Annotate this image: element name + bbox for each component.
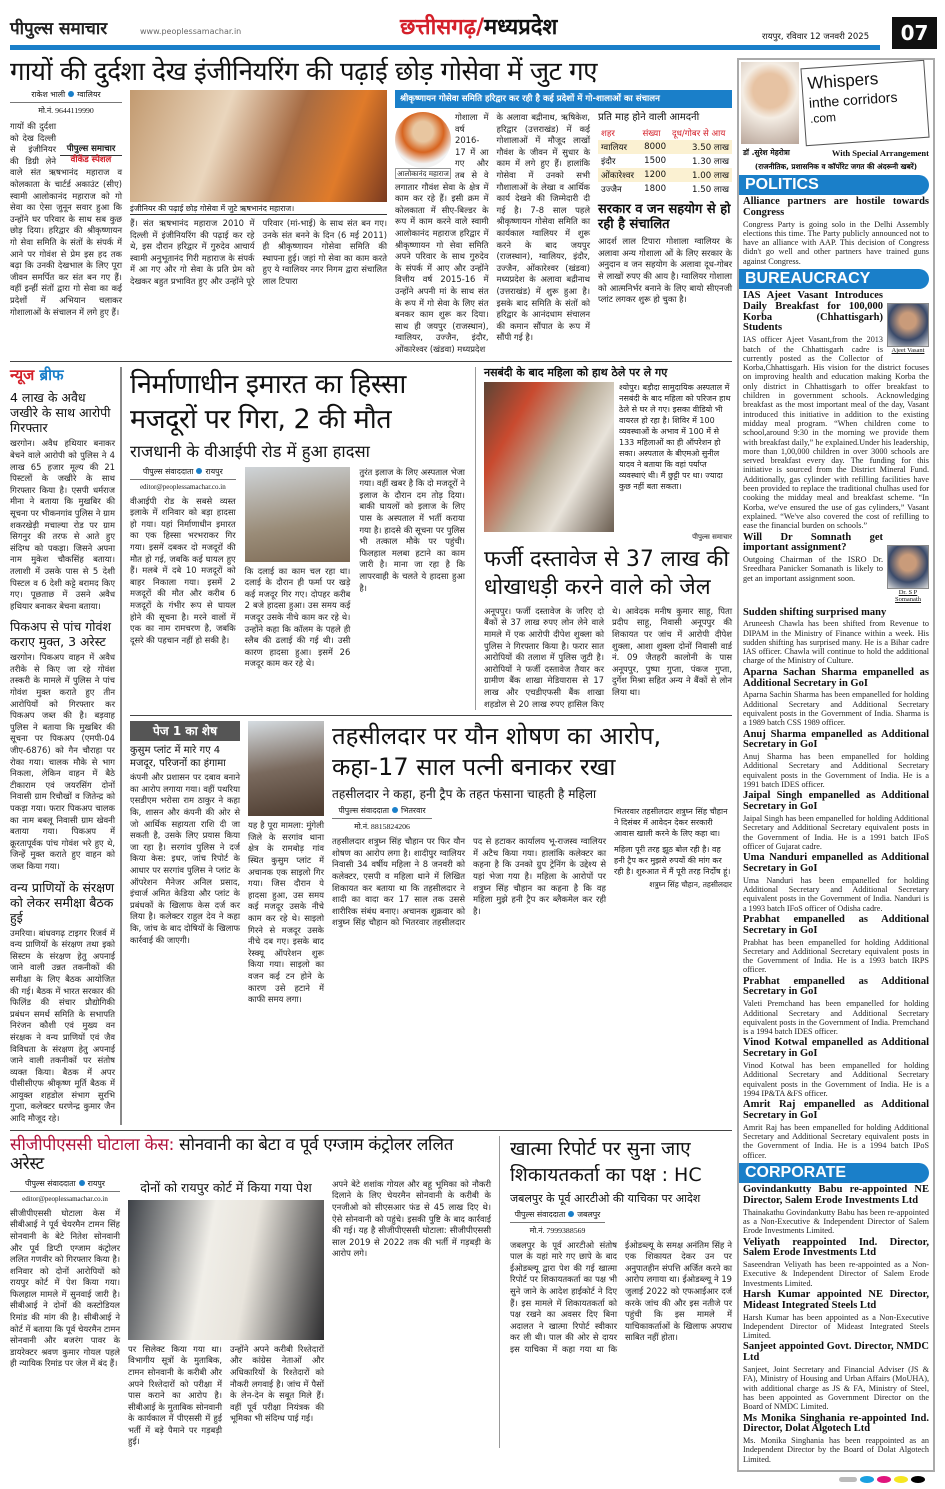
brief-text: उमरिया। बांधवगढ़ टाइगर रिजर्व में वन्य प्राणियों के संरक्षण तथा इको सिस्टम के संरक्षण हेतु अपनाई जाने वाली उन्नत तकनीकों की समीक्षा के लिए बैठक आयोजित की गई। बैठक में भारत सरकार की फिलिंड की संचार प्रौद्योगिकी प्रबंधन समर्थ समिति के सभापति निरंजन कौशी एवं मुख्य वन संरक्षक ने वन्य प्राणियों एवं जैव विविधता के संरक्षण हेतु अपनाई जाने वाली तकनीकों पर संतोष व्यक्त किया। बैठक में अपर पीसीसीएफ श्रीकृष्ण मूर्ति बैठक में आयुक्त शहडोल संभाग सुरभि गुप्ता, कलेक्टर धरणेन्द्र कुमार जैन आदि मौजूद रहे। bbox=[10, 927, 115, 1124]
whisper-text: Aparna Sachin Sharma has been empanelled for holding Additional Secretary and Additional Secretary equivalent posts in the Government of India. Sharma is a 1989 batch CSS 1989 officer. bbox=[743, 690, 929, 728]
person-photo-image bbox=[887, 545, 929, 589]
news-brief-label: न्यूज ब्रीफ bbox=[10, 365, 64, 384]
income-box: प्रति माह होने वाली आमदनी शहर संख्या दूध/गोबर से आय ग्वालियर 8000 3.50 लाख इंदौर 1500 1.30 लाख ओंकारेश्वर 1200 1.00 लाख उज्जैन 1800 1.50 लाख सरकार व जन सहयोग से हो रही है संचालित आदर्श लाल टिपारा गोशाला ग्वालियर के अलावा अन्य गोशाला ओं के लिए सरकार के अनुदान व जन सहयोग के अलावा दूध-गोबर से लाखों रुपए की आय है। ग्वालियर गोशाला को आत्मनिर्भर बनाने के लिए बायो सीएनजी प्लांट लगकर शुरू हो चुका है। bbox=[598, 112, 732, 305]
whispers-credits: डॉ .सुरेश मेहरोत्रा With Special Arrangement bbox=[743, 148, 929, 158]
middle-section bbox=[10, 367, 732, 1125]
income-table: शहर संख्या दूध/गोबर से आय ग्वालियर 8000 3.50 लाख इंदौर 1500 1.30 लाख ओंकारेश्वर 1200 1.00 लाख उज्जैन 1800 1.50 लाख bbox=[598, 126, 732, 196]
whisper-headline: Sanjeet appointed Govt. Director, NMDC Ltd bbox=[743, 1341, 929, 1364]
whisper-headline: Uma Nanduri empanelled as Additional Secretary in GoI bbox=[743, 852, 929, 874]
whisper-headline: Will Dr Somnath get important assignment? bbox=[743, 531, 883, 554]
whisper-item bbox=[739, 915, 929, 975]
income-cell: 3.50 लाख bbox=[692, 143, 729, 154]
whisper-text: Amrit Raj has been empanelled for holding Additional Secretary and Additional Secretary equivalent posts in the Government of India. He is a 1994 batch IPoS officer. bbox=[743, 1122, 929, 1160]
whisper-text: Vinod Kotwal has been empanelled for holding Additional Secretary and Additional Secretary equivalent posts in the Government of India. He is a 1994 IP&TA &FS officer. bbox=[743, 1061, 929, 1098]
whisper-headline: IAS Ajeet Vasant Introduces Daily Breakfast for 100,000 Korba (Chhattisgarh) Students bbox=[743, 290, 883, 334]
whisper-text: Anuj Sharma has been empanelled for holding Additional Secretary and Additional Secretary equivalent posts in the Government of India. He is a 1991 batch IDES officer. bbox=[743, 752, 929, 790]
tahsildar-text: तहसीलदार शत्रुघ्न सिंह चौहान पर फिर यौन शोषण का आरोप लगा है। शादीपुर ग्वालियर निवासी 34 वर्षीय महिला ने 8 जनवरी को कलेक्टर, एसपी व महिला थाने में लिखित शिकायत कर बताया था कि तहसीलदार ने शादी का वादा कर 17 साल तक उससे शारीरिक संबंध बनाए। अचानक शुक्रवार को शत्रुघ्न सिंह चौहान को भितरवार तहसीलदार पद से हटाकर कार्यालय भू-राजस्व ग्वालियर में अटैच किया गया। हालांकि कलेक्टर का कहना है कि उनको ग्रुप ट्रेनिंग के उद्देश्य से यहां भेजा गया है। महिला के आरोपों पर शत्रुघ्न सिंह चौहान का कहना है कि वह महिला मुझे हनी ट्रैप कर ब्लैकमेल कर रही है। bbox=[332, 836, 606, 928]
shesh-text-1: कंपनी और प्रशासन पर दबाव बनाने का आरोप लगाया गया। वहीं पथरिया एसडीएम भरोसा राम ठाकुर ने कहा कि, शासन और कंपनी की ओर से जो आर्थिक सहायता राशि दी जा सकती है, उसके लिए प्रयास किया जा रहा है। सरगांव पुलिस ने दर्ज किया केस: इधर, जांच रिपोर्ट के आधार पर सरगांव पुलिस ने प्लांट के ऑपरेशन मैनेजर अनिल प्रसाद, इंचार्ज अमित केडिया और प्लांट के प्रबंधकों के खिलाफ केस दर्ज कर लिया है। कलेक्टर राहुल देव ने कहा कि, जांच के बाद दोषियों के खिलाफ कार्रवाई की जाएगी। bbox=[130, 772, 240, 945]
suresh-photo bbox=[741, 62, 799, 144]
whispers-logo: Whispers inthe corridors .com bbox=[800, 60, 929, 146]
income-cell: 1200 bbox=[644, 170, 667, 181]
income-row bbox=[598, 182, 732, 196]
section-bar-politics: POLITICS bbox=[739, 175, 929, 195]
whisper-item bbox=[739, 791, 929, 851]
whisper-item bbox=[739, 1290, 929, 1340]
whisper-text: Harsh Kumar has been appointed as a Non-Executive Independent Director of Mideast Integrated Steels Limited. bbox=[743, 1312, 929, 1341]
cgpsc-col-1: सीजीपीएससी घोटाला केस में सीबीआई ने पूर्व चेयरमैन टामन सिंह सोनवानी के बेटे नितेश सोनवानी और पूर्व डिप्टी एग्जाम कंट्रोलर ललित गणवीर को गिरफ्तार किया है। शनिवार को दोनों आरोपियों को रायपुर कोर्ट में पेश किया गया। फिलहाल मामले में सुनवाई जारी है। सीबीआई ने दोनों की कस्टोडियल रिमांड की मांग की है। सीबीआई ने कोर्ट में बताया कि पूर्व चेयरमैन टामन सोनवानी और बजरंग पावर के डायरेक्टर श्रवण कुमार गोयल पहले ही न्यायिक रिमांड पर जेल में बंद हैं। bbox=[10, 1207, 120, 1369]
construction-subheadline: राजधानी के वीआईपी रोड में हुआ हादसा bbox=[130, 441, 370, 461]
page-number: 07 bbox=[892, 17, 937, 49]
whisper-headline: Amrit Raj empanelled as Additional Secretary in GoI bbox=[743, 1099, 929, 1122]
section-bar-corporate: CORPORATE bbox=[739, 1163, 929, 1183]
lead-cols-3-4 bbox=[395, 112, 590, 355]
whisper-item bbox=[739, 533, 929, 606]
income-cell: 1.50 लाख bbox=[692, 185, 729, 196]
whispers-header bbox=[739, 60, 933, 148]
whisper-item bbox=[739, 608, 929, 666]
nasbandi-text: श्योपुर। बड़ौदा सामुदायिक अस्पताल में नसबंदी के बाद महिला को परिजन हाथ ठेले से घर ले गए। इसका वीडियो भी वायरल हो रहा है। शिविर में 100 व्यवस्थाओं के अभाव में 100 में से 133 महिलाओं का ही ऑपरेशन हो सका। अस्पताल के बीएमओ सुनील यादव ने बताया कि वहां पर्याप्त व्यवस्थाएं थी। मैं छुट्टी पर था। ज्यादा कुछ नहीं बता सकता। bbox=[619, 382, 731, 491]
whisper-headline: Anuj Sharma empanelled as Additional Secretary in GoI bbox=[743, 728, 929, 751]
brief-headline: 4 लाख के अवैध जखीरे के साथ आरोपी गिरफ्तार bbox=[10, 390, 111, 436]
construction-col-2: कि दलाई का काम चल रहा था। दलाई के दौरान ही फर्मा पर खड़े कई मजदूर गिर गए। दोपहर करीब 2 बजे हादसा हुआ। उस समय कई मजदूर उसके नीचे काम कर रहे थे। उन्होंने कहा कि कॉलम के पहले ही स्लैब की ढलाई की गई थी। उसी कारण हादसा हुआ। इसमें 26 मजदूर काम कर रहे थे। bbox=[244, 565, 351, 669]
whisper-text: Sanjeet, Joint Secretary and Financial Adviser (JS & FA), Ministry of Housing and Urban Affairs (MoUHA), with additional charge as JS & FA, Ministry of Steel, has been appointed as Government Director on the Board of NMDC Limited. bbox=[743, 1365, 929, 1412]
cgpsc-subheadline: दोनों को रायपुर कोर्ट में किया गया पेश bbox=[140, 1179, 312, 1195]
person-photo-caption: Ajeet Vasant bbox=[891, 347, 925, 355]
whisper-item bbox=[739, 1342, 929, 1411]
whisper-item bbox=[739, 291, 929, 530]
whisper-headline: Govindankutty Babu re-appointed NE Director, Salem Erode Investments Ltd bbox=[743, 1184, 929, 1206]
khatma-headline: खात्मा रिपोर्ट पर सुना जाए शिकायतकर्ता का पक्ष : HC bbox=[510, 1137, 702, 1186]
whisper-item bbox=[739, 1185, 929, 1235]
lead-col-4: के अलावा बद्रीनाथ, ऋषिकेश, हरिद्वार (उत्तराखंड) में कई गोशालाओं में मौजूद लाखों गौवंश के जीवन में सुधार के काम में लगे हुए हैं। हालांकि गोसेवा में उनको सभी गौशालाओं के लेखा व आर्थिक कार्य देखने की जिम्मेदारी दी गई है। 7-8 साल पहले श्रीकृष्णायन गोसेवा समिति का कार्यकाल ग्वालियर में शुरू करने के बाद जयपुर (राजस्थान), ग्वालियर, इंदौर, उज्जैन, ओंकारेश्वर (खंडवा) मध्यप्रदेश के अलावा बद्रीनाथ (उत्तराखंड) में शुरू हुआ है। इसके बाद समिति के संतों को हरिद्वार के आनंदधाम संचालन की कमान सौंपात के रूप में सौंपी गई है। bbox=[496, 112, 590, 343]
brief-text: खरगोन। पिकअप वाहन में अवैध तरीके से किए जा रहे गोवंश तस्करी के मामले में पुलिस ने पांच गोवंश मुक्त कराते हुए तीन आरोपियों को गिरफ्तार कर पिकअप जब्त की है। बड़वाह पुलिस ने बताया कि मुखबिर की सूचना पर पिकअप (एमपी-04 जीए-6876) को गैन चौराहा पर रोका गया। चालक मौके से भाग निकला, लेकिन वाहन में बैठे टीकाराम एवं जयरसिंग दोनों निवासी ग्राम रिचौखों व जितेन्द्र को पकड़ा गया। फरार पिकअप चालक का नाम बबलू निवासी ग्राम खेवनी बताया गया। पिकअप में क्रूरतापूर्वक पांच गोवंश भरे हुए थे, जिन्हें मुक्त कराते हुए वाहन को जब्त किया गया। bbox=[10, 652, 115, 871]
brief-headline: पिकअप से पांच गोवंश कराए मुक्त, 3 अरेस्ट bbox=[10, 619, 111, 650]
income-cell: 8000 bbox=[644, 142, 667, 153]
shesh-photo bbox=[248, 721, 324, 816]
whisper-headline: Sudden shifting surprised many bbox=[743, 606, 887, 618]
site-url: www.peoplessamachar.in bbox=[140, 27, 242, 36]
income-cell: उज्जैन bbox=[601, 185, 622, 196]
inset-caption: आलोकानंद महाराज bbox=[395, 168, 451, 179]
nasbandi-headline: नसबंदी के बाद महिला को हाथ ठेले पर ले गए bbox=[484, 365, 668, 379]
shesh-headline: कुसुम प्लांट में मारे गए 4 मजदूर, परिजनों का हंगामा bbox=[130, 745, 226, 770]
divider bbox=[10, 361, 732, 362]
construction-story bbox=[130, 367, 465, 711]
income-cell: 1.00 लाख bbox=[692, 171, 729, 182]
whisper-text: Thainakathu Govindankutty Babu has been re-appointed as a Non-Executive & Independent Director of Salem Erode Investments Limited. bbox=[743, 1207, 929, 1236]
brief-text: खरगोन। अवैध हथियार बनाकर बेचने वाले आरोपी को पुलिस ने 4 लाख 65 हजार मूल्य की 21 पिस्टलों के जखीरे के साथ गिरफ्तार किया है। एसपी धर्मराज मीना ने बताया कि मुखबिर की सूचना पर भीकनगांव पुलिस ने ग्राम शकरखेड़ी मचाल्या रोड पर ग्राम सिगनुर की तरफ से आते हुए संदिग्ध को पकड़ा। जिसने अपना नाम मुकेश चौकसिंह बताया। तलाशी में उसके पास से 5 देशी पिस्टल व 6 देशी कट्टे बरामद किए गए। पूछताछ में उसने अवैध हथियार बनाकर बेचना बताया। bbox=[10, 438, 115, 611]
lead-story bbox=[10, 90, 732, 355]
whispers-column bbox=[737, 58, 935, 1472]
income-row bbox=[598, 140, 732, 154]
right-stories bbox=[475, 367, 732, 711]
news-brief bbox=[10, 367, 122, 1125]
construction-col-3: तुरंत इलाज के लिए अस्पताल भेजा गया। वहीं खबर है कि दो मजदूरों ने इलाज के दौरान दम तोड़ दिया। बाकी घायलों को इलाज के लिए पास के अस्पताल में भर्ती कराया गया है। हादसे की सूचना पर पुलिस भी तत्काल मौके पर पहुंची। फिलहाल मलबा हटाने का काम जारी है। माना जा रहा है कि लापरवाही के चलते ये हादसा हुआ है। bbox=[359, 466, 465, 593]
section-title: छत्तीसगढ़/मध्यप्रदेश bbox=[400, 15, 558, 40]
lead-photo-caption: इंजीनियर की पढ़ाई छोड़ गोसेवा में जुटे ऋषभानंद महाराज। bbox=[130, 204, 387, 215]
income-cell: इंदौर bbox=[601, 157, 616, 168]
lead-headline: गायों की दुर्दशा देख इंजीनियरिंग की पढ़ाई छोड़ गोसेवा में जुट गए bbox=[10, 57, 598, 87]
whisper-text: Saseendran Veliyath has been re-appointed as a Non-Executive & Independent Director of Salem Erode Investments Limited. bbox=[743, 1260, 929, 1288]
whisper-item bbox=[739, 197, 929, 266]
registration-marks bbox=[10, 1476, 925, 1483]
whisper-item bbox=[739, 730, 929, 790]
income-subheadline: सरकार व जन सहयोग से हो रही है संचालित bbox=[598, 202, 731, 233]
whisper-text: Valeti Premchand has been empanelled for holding Additional Secretary and Additional Secretary equivalent posts in the Government of India. Premchand is a 1994 batch IDES officer. bbox=[743, 999, 929, 1037]
whisper-headline: Aparna Sachan Sharma empanelled as Additional Secretary in GoI bbox=[743, 666, 929, 689]
date: रायपुर, रविवार 12 जनवरी 2025 bbox=[762, 32, 870, 42]
bottom-section bbox=[10, 1136, 732, 1448]
construction-byline: पीपुल्स संवाददाता रायपुर editor@peoplessamachar.co.in bbox=[130, 467, 236, 491]
khatma-byline: पीपुल्स संवाददाता जबलपुर मो.नं. 7999388569 bbox=[510, 1210, 605, 1236]
income-row bbox=[598, 154, 732, 168]
income-cell: ग्वालियर bbox=[601, 143, 627, 154]
whisper-text: Ms. Monika Singhania has been reappointed as an Independent Director by the Board of Dolat Algotech Limited. bbox=[743, 1436, 929, 1464]
whispers-tagline: (राजनीतिक, प्रशासनिक व कॉर्पोरेट जगत की अंदरूनी खबरें) bbox=[754, 162, 918, 171]
page-body bbox=[10, 52, 937, 1472]
tahsildar-subheadline: तहसीलदार ने कहा, हनी ट्रैप के तहत फंसाना चाहती है महिला bbox=[332, 787, 597, 802]
page1-shesh-label: पेज 1 का शेष bbox=[130, 721, 240, 741]
whisper-headline: Alliance partners are hostile towards Congress bbox=[743, 196, 929, 218]
cgpsc-col-3: उन्होंने अपने करीबी रिश्तेदारों और कांग्रेस नेताओं और अधिकारियों के रिश्तेदारों को नौकरी लगवाई है। जांच में पैसों के लेन-देन के सबूत मिले हैं। वहीं पूर्व परीक्षा नियंत्रक की भूमिका भी संदिग्ध पाई गई। bbox=[230, 1343, 324, 1424]
whisper-headline: Jaipal Singh empanelled as Additional Secretary in GoI bbox=[743, 790, 929, 813]
lead-col-2: हैं। संत ऋषभानंद महाराज 2010 में दिल्ली में इंजीनियरिंग की पढ़ाई कर रहे थे, इस दौरान हरिद्वार में गुरुदेव आचार्य स्वामी अनुभूतानंद गिरी महाराज के संपर्क में आ गए और गो सेवा के प्रति प्रेम को देखकर बहुत प्रभावित हुए और उन्होंने पूरे परिवार (मां-भाई) के साथ संत बन गए। उनके संत बनने के दिन (6 मई 2011) ही श्रीकृष्णायन गोसेवा समिति की स्थापना हुई। जहां गो सेवा का काम करते हुए ये ग्वालियर नगर निगम द्वारा संचालित लाल टिपारा bbox=[130, 218, 387, 287]
income-cell: 1800 bbox=[644, 184, 667, 195]
masthead bbox=[10, 0, 937, 52]
cgpsc-col-2: पर सिलेक्ट किया गया था। विभागीय सूत्रों के मुताबिक, टामन सोनवानी के करीबी और अपने रिश्तेदारों को परीक्षा में पास कराने का आरोप है। सीबीआई के मुताबिक सोनवानी के कार्यकाल में पीएससी में हुई भर्ती में बड़े पैमाने पर गड़बड़ी हुई। bbox=[128, 1343, 222, 1447]
whisper-item bbox=[739, 1414, 929, 1464]
tahsildar-byline: पीपुल्स संवाददाता भितरवार मो.नं. 8815824206 bbox=[332, 806, 432, 832]
whisper-item bbox=[739, 977, 929, 1037]
tahsildar-quotes: भितरवार तहसीलदार शत्रुघ्न सिंह चौहान ने दिसंबर में आवेदन देकर सरकारी आवास खाली करने के लिए कहा था। महिला पूरी तरह झूठ बोल रही है। वह हनी ट्रैप कर मुझसे रुपयों की मांग कर रही है। शुरुआत में मैं पूरी तरह निर्दोष हूं। शत्रुघ्न सिंह चौहान, तहसीलदार bbox=[614, 807, 732, 890]
middle-main bbox=[130, 367, 732, 1125]
fraud-text: अनूपपुर। फर्जी दस्तावेज के जरिए दो बैंकों से 37 लाख रुपए लोन लेने वाले मामले में एक आरोपी दीपेश शुक्ला को पुलिस ने गिरफ्तार किया है। फरार सात आरोपियों की तलाश में पुलिस जुटी है। आरोपियों ने फर्जी दस्तावेज तैयार कर ग्रामीण बैंक शाखा मेडियारास से 17 लाख और एचडीएफसी बैंक शाखा शहडोल से 20 लाख रुपए हासिल किए थे। आवेदक मनीष कुमार साहू, पिता प्रदीप साहू, निवासी अनूपपुर की शिकायत पर जांच में आरोपी दीपेश शुक्ला, आशा शुक्ला दोनों निवासी वार्ड नं. 09 जैतहरी कालोनी के पास अनूपपुर, पुष्पा गुप्ता, पंकज गुप्ता, दुर्गेश मिश्रा सहित अन्य ने बैंकों से लोन लिया था। bbox=[484, 605, 732, 709]
whisper-text: Uma Nanduri has been empanelled for holding Additional Secretary and Additional Secretary equivalent posts in the Government of India. Nanduri is a 1993 batch IFoS officer of Odisha cadre. bbox=[743, 875, 929, 913]
whisper-headline: Ms Monika Singhania re-appointed Ind. Director, Dolat Algotech Ltd bbox=[743, 1412, 929, 1435]
whisper-item bbox=[739, 1100, 929, 1160]
nasbandi-credit: पीपुल्स समाचार bbox=[692, 532, 732, 541]
whisper-item bbox=[739, 1038, 929, 1098]
brief-list bbox=[10, 390, 115, 1124]
whisper-text: Jaipal Singh has been empanelled for holding Additional Secretary and Additional Secretary equivalent posts in the Government of India. He is a 1991 batch IFoS officer of Gujarat cadre. bbox=[743, 813, 929, 851]
khatma-story bbox=[510, 1136, 732, 1448]
whisper-headline: Prabhat empanelled as Additional Secretary in GoI bbox=[743, 913, 929, 936]
lead-col-3: गोशाला में वर्ष 2016-17 में आ गए और तब से वे लगातार गौवंश सेवा के क्षेत्र में काम कर रहे हैं। इसी क्रम में कोलकाता में सीए-बिल्डर के रूप में काम करने वाले स्वामी आलोकानंद महाराज हरिद्वार में श्रीकृष्णायन गो सेवा समिति अपने परिवार के साथ गुरुदेव के संपर्क में आए और उन्होंने वित्तीय वर्ष 2015-16 में उन्होंने अपनी मां के साथ संत के रूप में गो सेवा के लिए संत बनकर काम शुरू कर दिया। साथ ही जयपुर (राजस्थान), ग्वालियर, उज्जैन, इंदौर, ओंकारेश्वर (खंडवा) मध्यप्रदेश bbox=[395, 112, 489, 354]
nasbandi-photo bbox=[484, 382, 614, 532]
lead-col-1: पीपुल्स समाचार वीकेंड स्पेशल गायों की दुर्दशा को देख दिल्ली से इंजीनियर की डिग्री लेने वाले संत ऋषभानंद महाराज व कोलकाता के चार्टर्ड अकाउंट (सीए) स्वामी आलोकानंद महाराज को गो सेवा का ऐसा जुनून सवार हुआ कि उन्होंने घर परिवार के साथ सब कुछ छोड़ दिया। हरिद्वार की श्रीकृष्णायन गो सेवा समिति के संतों के संपर्क में आने पर गोवंश से प्रेम इस हद तक बढ़ा कि उनकी देखभाल के लिए पूरा जीवन समर्पित कर संत बन गए हैं। वहीं इन्हीं संतों द्वारा गो सेवा का कई प्रदेशों में अभियान चलाकर गोशालाओं के संचालन में लगे हुए हैं। bbox=[10, 121, 122, 317]
shesh-text-2: यह है पूरा मामला: मुंगेली जिले के सरगांव थाना क्षेत्र के रामबोड़ गांव स्थित कुसुम प्लांट में अचानक एक साइलो गिर गया। जिस दौरान ये हादसा हुआ, उस समय कई मजदूर उसके नीचे काम कर रहे थे। साइलो गिरने से मजदूर उसके नीचे दब गए। इसके बाद रेस्क्यू ऑपरेशन शुरू किया गया। साइलो का वजन कई टन होने के कारण उसे हटाने में काफी समय लगा। bbox=[248, 820, 324, 1005]
lead-photo bbox=[130, 90, 387, 202]
logo: पीपुल्स समाचार bbox=[10, 19, 108, 39]
whisper-headline: Vinod Kotwal empanelled as Additional Secretary in GoI bbox=[743, 1037, 929, 1060]
lead-byline: राकेश भाली ग्वालियर मो.नं. 9644119990 bbox=[10, 90, 122, 116]
cgpsc-byline: पीपुल्स संवाददाता रायपुर editor@peoplessamachar.co.in bbox=[10, 1179, 120, 1203]
lead-banner: श्रीकृष्णायन गोसेवा समिति हरिद्वार कर रही है कई प्रदेशों में गो-शालाओं का संचालन bbox=[395, 90, 732, 108]
khatma-subheadline: जबलपुर के पूर्व आरटीओ की याचिका पर आदेश bbox=[510, 1191, 701, 1205]
fraud-headline: फर्जी दस्तावेज से 37 लाख की धोखाधड़ी करने वाले को जेल bbox=[484, 546, 730, 600]
whisper-text: Prabhat has been empanelled for holding Additional Secretary and Additional Secretary equivalent posts in the Government of India. He is a 1993 batch IRPS officer. bbox=[743, 937, 929, 975]
person-photo-image bbox=[887, 303, 929, 347]
whisper-text: Aruneesh Chawla has been shifted from Revenue to DIPAM in the Ministry of Finance within a week. His sudden shifting has surprised many. He is a Bihar cadre IAS officer. Chawla will continue to hold the additional charge of the Ministry of Culture. bbox=[743, 619, 929, 666]
section-bar-bureaucracy: BUREAUCRACY bbox=[739, 269, 929, 289]
construction-col-1: वीआईपी रोड के सबसे व्यस्त इलाके में शनिवार को बड़ा हादसा हो गया। यहां निर्माणाधीन इमारत का एक हिस्सा भरभराकर गिर गया। इसमें दबकर दो मजदूरों की मौत हो गई, जबकि कई घायल हुए हैं। मलबे में दबे 10 मजदूरों को बाहर निकाला गया। इसमें 2 मजदूरों की मौत और करीब 6 मजदूरों के गंभीर रूप से घायल होने की सूचना है। मरने वालों में एक का नाम रामचरण है, जबकि दूसरे की पहचान नहीं हो सकी है। bbox=[130, 495, 236, 645]
khatma-text: जबलपुर के पूर्व आरटीओ संतोष पाल के यहां मारे गए छापे के बाद ईओडब्ल्यू द्वारा पेश की गई खात्मा रिपोर्ट पर शिकायतकर्ता का पक्ष भी सुने जाने के आदेश हाईकोर्ट ने दिए हैं। इस मामले में शिकायतकर्ता को पक्ष रखने का अवसर दिए बिना अदालत ने खात्मा रिपोर्ट स्वीकार कर ली थी। पाल की ओर से दायर इस याचिका में कहा गया था कि ईओडब्ल्यू के समक्ष अनंतिम सिंह ने एक शिकायत देकर उन पर अनुपातहीन संपत्ति अर्जित करने का आरोप लगाया था। ईओडब्ल्यू ने 19 जुलाई 2022 को एफआईआर दर्ज करके जांच की और इस नतीजे पर पहुंची कि इस मामले में याचिकाकर्ताओं के खिलाफ अपराध साबित नहीं होता। bbox=[510, 1239, 732, 1354]
person-photo bbox=[887, 545, 929, 604]
whispers-sections bbox=[739, 175, 933, 1464]
whisper-item bbox=[739, 668, 929, 728]
person-photo bbox=[887, 303, 929, 355]
whisper-text: IAS officer Ajeet Vasant,from the 2013 batch of the Chhattisgarh cadre is currently posted as the Collector of Korba,Chhattisgarh. His vision for the district focuses on improving health and education making Korba the only district in Chhattisgarh to offer breakfast to children in government schools. Acknowledging breakfast as the most important meal of the day, Vasant introduced this initiative in addition to the existing midday meal program. “When children come to school,around 9:30 in the morning we provide them with breakfast daily,” he explained.Under his leadership, more than 1,00,000 children in over 3000 schools are served breakfast every day. The funding for this initiative is sourced from the District Mineral Fund. Additionally, gas cylinder with refilling facilities have been provided to replace the traditional chulhas used for cooking the midday meal and breakfast scheme. “In Korba, we've ensured the use of gas cylinders,” Vasant explained. “We've also covered the cost of refilling to ease the financial burden on schools.” bbox=[743, 335, 929, 531]
cgpsc-headline: सीजीपीएससी घोटाला केस: सोनवानी का बेटा व पूर्व एग्जाम कंट्रोलर ललित अरेस्ट bbox=[10, 1134, 454, 1174]
whisper-item bbox=[739, 1238, 929, 1288]
person-photo-caption: Dr. S P Somanath bbox=[895, 588, 921, 603]
income-cell: 1.30 लाख bbox=[692, 157, 729, 168]
income-cell: ओंकारेश्वर bbox=[601, 171, 635, 182]
weekend-special-badge: पीपुल्स समाचार वीकेंड स्पेशल bbox=[60, 145, 122, 165]
tahsildar-story bbox=[332, 721, 732, 1006]
whisper-headline: Veliyath reappointed Ind. Director, Salem Erode Investments Ltd bbox=[743, 1236, 929, 1259]
cgpsc-story bbox=[10, 1136, 500, 1448]
brief-headline: वन्य प्राणियों के संरक्षण को लेकर समीक्षा बैठक हुई bbox=[10, 879, 115, 925]
inset-photo-alokanand bbox=[395, 112, 451, 179]
news-area bbox=[10, 52, 732, 1448]
whisper-item bbox=[739, 853, 929, 913]
tahsildar-headline: तहसीलदार पर यौन शोषण का आरोप, कहा-17 साल पत्नी बनाकर रखा bbox=[332, 722, 662, 782]
whisper-headline: Harsh Kumar appointed NE Director, Mideast Integrated Steels Ltd bbox=[743, 1289, 929, 1311]
cgpsc-photo bbox=[128, 1200, 324, 1340]
income-row bbox=[598, 168, 732, 182]
cgpsc-col-4: अपने बेटे शशांक गोयल और बहू भूमिका को नौकरी दिलाने के लिए चेयरमैन सोनवानी के करीबी के एनजीओ को सीएसआर फंड से 45 लाख दिए थे। ऐसे सोनवानी को पहुंचे। इसकी पुष्टि के बाद कार्रवाई की गई। यह है सीजीपीएससी घोटाला: सीजीपीएससी साल 2019 से 2022 तक की भर्ती में गड़बड़ी के आरोप लगे। bbox=[332, 1178, 491, 1259]
masthead-rule bbox=[10, 45, 880, 50]
construction-photo bbox=[245, 467, 351, 562]
whisper-text: Outgoing Chairman of the ISRO Dr. Sreedhara Panicker Somanath is likely to get an important assignment soon. bbox=[743, 555, 883, 583]
income-cell: 1500 bbox=[644, 156, 667, 167]
whisper-text: Congress Party is going solo in the Delhi Assembly elections this time. The Party publicly announced not to have an alliance with AAP. This decision of Congress didn't go well and other partners have trained guns against Congress. bbox=[743, 219, 929, 266]
construction-headline: निर्माणाधीन इमारत का हिस्सा मजदूरों पर गिरा, 2 की मौत bbox=[130, 368, 406, 435]
page1-shesh bbox=[130, 721, 240, 1006]
whisper-headline: Prabhat empanelled as Additional Secretary in GoI bbox=[743, 975, 929, 998]
